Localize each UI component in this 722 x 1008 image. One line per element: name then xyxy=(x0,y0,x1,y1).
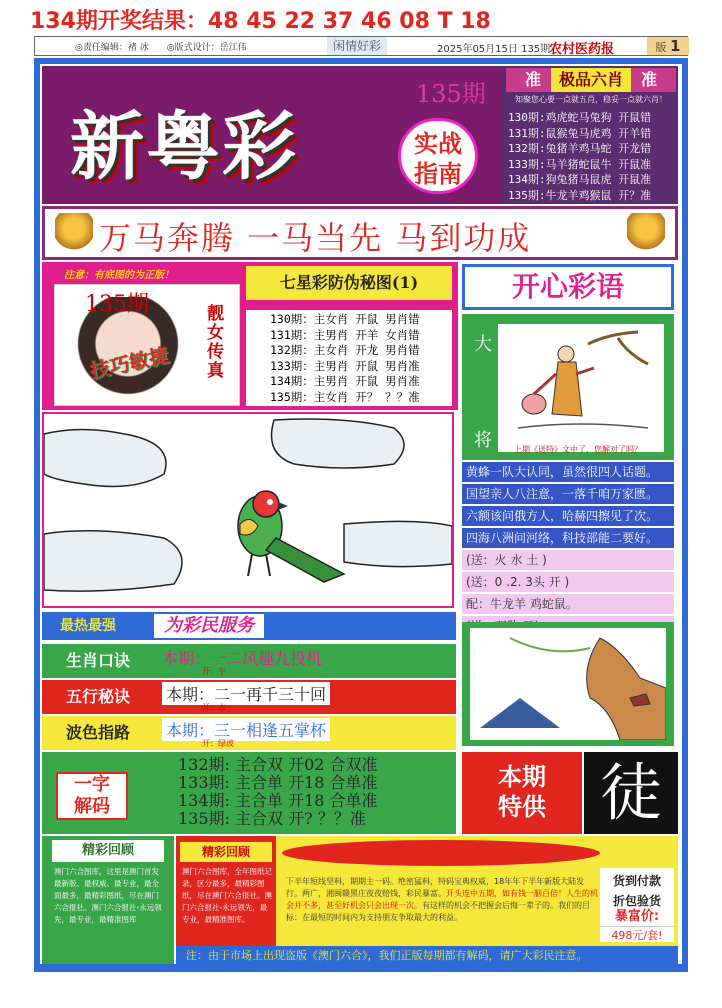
zodiac-formula-row xyxy=(42,644,456,678)
beauty-label: 靓女传真 xyxy=(207,304,224,381)
list-item: 134期：主男肖 开鼠 男肖准 xyxy=(270,374,420,388)
review-desc: 澳门六合图库，这里是澳门首发最新版、最权威、最专业，最全面最多，最精彩图纸，尽在澳门六合报社。澳门六合报社-永远领先，最专业，最精准图库 xyxy=(54,867,162,924)
list-item: 133期：主男肖 开鼠 男肖准 xyxy=(270,358,420,373)
cod-label: 货到付款 xyxy=(612,874,661,888)
riddle-text xyxy=(462,462,674,638)
list-item: 135期：主女肖 开？ ？？准 xyxy=(270,389,420,404)
hot-bar xyxy=(42,612,456,640)
editor: ◎责任编辑：褚 冰 xyxy=(75,42,149,53)
buddha-icon xyxy=(627,213,665,257)
list-item: 134期:狗兔猪马鼠虎 开鼠准 xyxy=(508,173,652,186)
mountain-picture-box xyxy=(462,622,674,746)
page-version xyxy=(647,37,689,55)
six-subtitle: 知聚您心要一点就五肖，稳妥一点就六肖！ xyxy=(515,95,667,104)
logo: 新粤彩 xyxy=(70,104,298,190)
list-item: 131期：主男肖 开羊 女肖错 xyxy=(270,327,420,342)
zodiac-formula-value: 本期：一二风趣九投机 xyxy=(162,649,323,668)
promo-highlight: 开头连中五期，如有钱一脑百倍！人生的机会并不多，甚至好机会只会出现一次。 xyxy=(286,889,598,910)
secret-title: 七星彩防伪秘图(1) xyxy=(246,266,452,300)
riddle-picture-box xyxy=(462,314,674,460)
genuine-note: 注意：有底图的为正版！ xyxy=(64,270,174,281)
mountain-illustration xyxy=(470,628,666,740)
photo-issue: 135期 xyxy=(85,292,149,317)
top-banner xyxy=(0,0,722,36)
list-item: 131期:鼠猴兔马虎鸡 开羊错 xyxy=(508,126,652,140)
decode-tag xyxy=(56,772,128,820)
special-char: 徒 xyxy=(584,752,678,834)
riddle-hint: (送：火 水 土 ) xyxy=(462,550,674,570)
review-desc: 澳门六合图库，全年图纸记录，区分最多，最精彩图纸，尽在澳门六合报社。澳门六合报社-永远领先，最专业，最精准图库。 xyxy=(182,867,272,924)
accurate-right: 准 xyxy=(641,70,658,89)
zodiac-formula-result: 开：牛 xyxy=(202,667,226,676)
review-panel-left xyxy=(42,836,174,964)
bird-illustration xyxy=(42,412,454,608)
review-title: 精彩回顾 xyxy=(52,840,164,862)
bird-drawing xyxy=(44,414,452,606)
decode-tag-line1: 一字 xyxy=(74,774,110,795)
special-line1: 本期 xyxy=(498,763,546,791)
tech-label: 技巧敏捷 xyxy=(87,342,171,384)
inspect-label: 折包验货 xyxy=(612,894,661,908)
list-item: 133期:马羊猪蛇鼠牛 开鼠准 xyxy=(508,157,652,171)
review-panel-right xyxy=(176,836,678,946)
riddle-line: 四海八洲问河络，科技部能二要好。 xyxy=(462,528,674,548)
wave-color-row xyxy=(42,716,456,750)
list-item: 130期：主女肖 开鼠 男肖错 xyxy=(270,312,420,326)
guide-line2: 指南 xyxy=(414,160,462,188)
promo-body xyxy=(286,876,598,924)
promo-text: 下半年短线坚料，期期主一码。绝密猛料，特码宝典权威，18年年下半年新版大陆发行。两广，湘闽赣黑庄夜夜赔钱，彩民暴富。 xyxy=(286,877,585,898)
wave-color-value: 本期：三一相逢五掌杯 xyxy=(162,718,330,741)
slogan-banner xyxy=(42,206,678,260)
riddle-hint: (送：0 .2. 3头 开 ) xyxy=(462,572,674,592)
riddle-line: 黄蜂一队大认同，虽然很四人话题。 xyxy=(462,462,674,482)
decode-list xyxy=(178,756,378,828)
five-elements-row xyxy=(42,680,456,714)
wave-color-label: 波色指路 xyxy=(65,723,130,742)
list-item: 135期:牛龙羊鸡猴鼠 开？准 xyxy=(508,188,652,202)
six-list xyxy=(508,110,676,203)
one-char-decode-panel xyxy=(42,752,456,834)
photo-box xyxy=(54,284,240,406)
five-elements-result: 开：木 xyxy=(202,703,226,712)
issue-number: 135期 xyxy=(416,80,486,108)
riddle-hint: 配：牛龙羊 鸡蛇鼠。 xyxy=(462,594,674,614)
service-label: 为彩民服务 xyxy=(154,614,264,638)
decode-tag-line2: 解码 xyxy=(74,796,110,817)
draw-result: 134期开奖结果：48 45 22 37 46 08 T 18 xyxy=(30,9,491,34)
designer: ◎版式设计：岳江伟 xyxy=(166,42,247,53)
secret-list xyxy=(246,310,452,406)
price-box xyxy=(600,868,674,942)
six-zodiac-title xyxy=(506,68,676,92)
version-label: 版 xyxy=(655,41,667,54)
list-item: 132期：主女肖 开龙 男肖错 xyxy=(270,343,420,357)
riddle-line: 六额该问俄方人，哈赫四擦见了次。 xyxy=(462,506,674,526)
general-char: 将 xyxy=(474,430,492,451)
price-label: 暴富价: xyxy=(614,909,660,924)
wave-color-result: 开：绿波 xyxy=(202,739,234,748)
list-item: 130期:鸡虎蛇马兔狗 开鼠错 xyxy=(508,111,652,124)
footer-note: 注：由于市场上出现盗版《澳门六合》，我们正版每期都有解码，请广大彩民注意。 xyxy=(176,946,678,966)
six-title-text: 极品六肖 xyxy=(551,68,631,92)
guide-line1: 实战 xyxy=(414,130,462,158)
slogan-text: 万马奔腾 一马当先 马到功成 xyxy=(99,219,532,257)
issue-date: 2025年05月15日 135期 xyxy=(437,44,551,55)
great-char: 大 xyxy=(474,334,492,355)
list-item: 134期: 主合单 开18 合单准 xyxy=(178,791,378,810)
list-item: 132期:兔猪羊鸡马蛇 开龙错 xyxy=(508,142,652,155)
special-line2: 特供 xyxy=(498,793,546,821)
lady-illustration xyxy=(498,324,664,452)
version-num: 1 xyxy=(670,37,681,55)
list-item: 135期: 主合双 开? ？？准 xyxy=(178,809,366,828)
special-offer-badge xyxy=(462,752,582,834)
happy-lottery-title: 开心彩语 xyxy=(462,264,674,310)
zodiac-formula-label: 生肖口诀 xyxy=(65,651,130,670)
paper-name: 农村医药报 xyxy=(549,42,615,57)
five-elements-label: 五行秘诀 xyxy=(65,687,130,706)
list-item: 132期: 主合双 开02 合双准 xyxy=(178,755,378,774)
review-title: 精彩回顾 xyxy=(180,842,272,862)
riddle-caption: 上期《送特》文中了，您解对了吗？ xyxy=(514,445,642,454)
buddha-icon xyxy=(55,213,93,257)
combat-guide-badge xyxy=(398,118,478,194)
column-name: 闲情好彩 xyxy=(327,37,387,55)
red-ellipse xyxy=(282,840,600,866)
info-bar xyxy=(34,36,688,56)
accurate-left: 准 xyxy=(524,70,541,89)
riddle-line: 国望亲人八注意，一落千咱万家匮。 xyxy=(462,484,674,504)
promo-text: 有这样的机会不把握会后悔一辈子的。我们的目标：在最短的时间内为支持朋友争取最大的利益。 xyxy=(286,901,590,922)
five-elements-value: 本期：二一再千三十回 xyxy=(162,682,330,705)
list-item: 133期: 主合单 开18 合单准 xyxy=(178,773,378,792)
hot-label: 最热最强 xyxy=(60,618,116,634)
price-value: 498元/套! xyxy=(600,926,674,943)
